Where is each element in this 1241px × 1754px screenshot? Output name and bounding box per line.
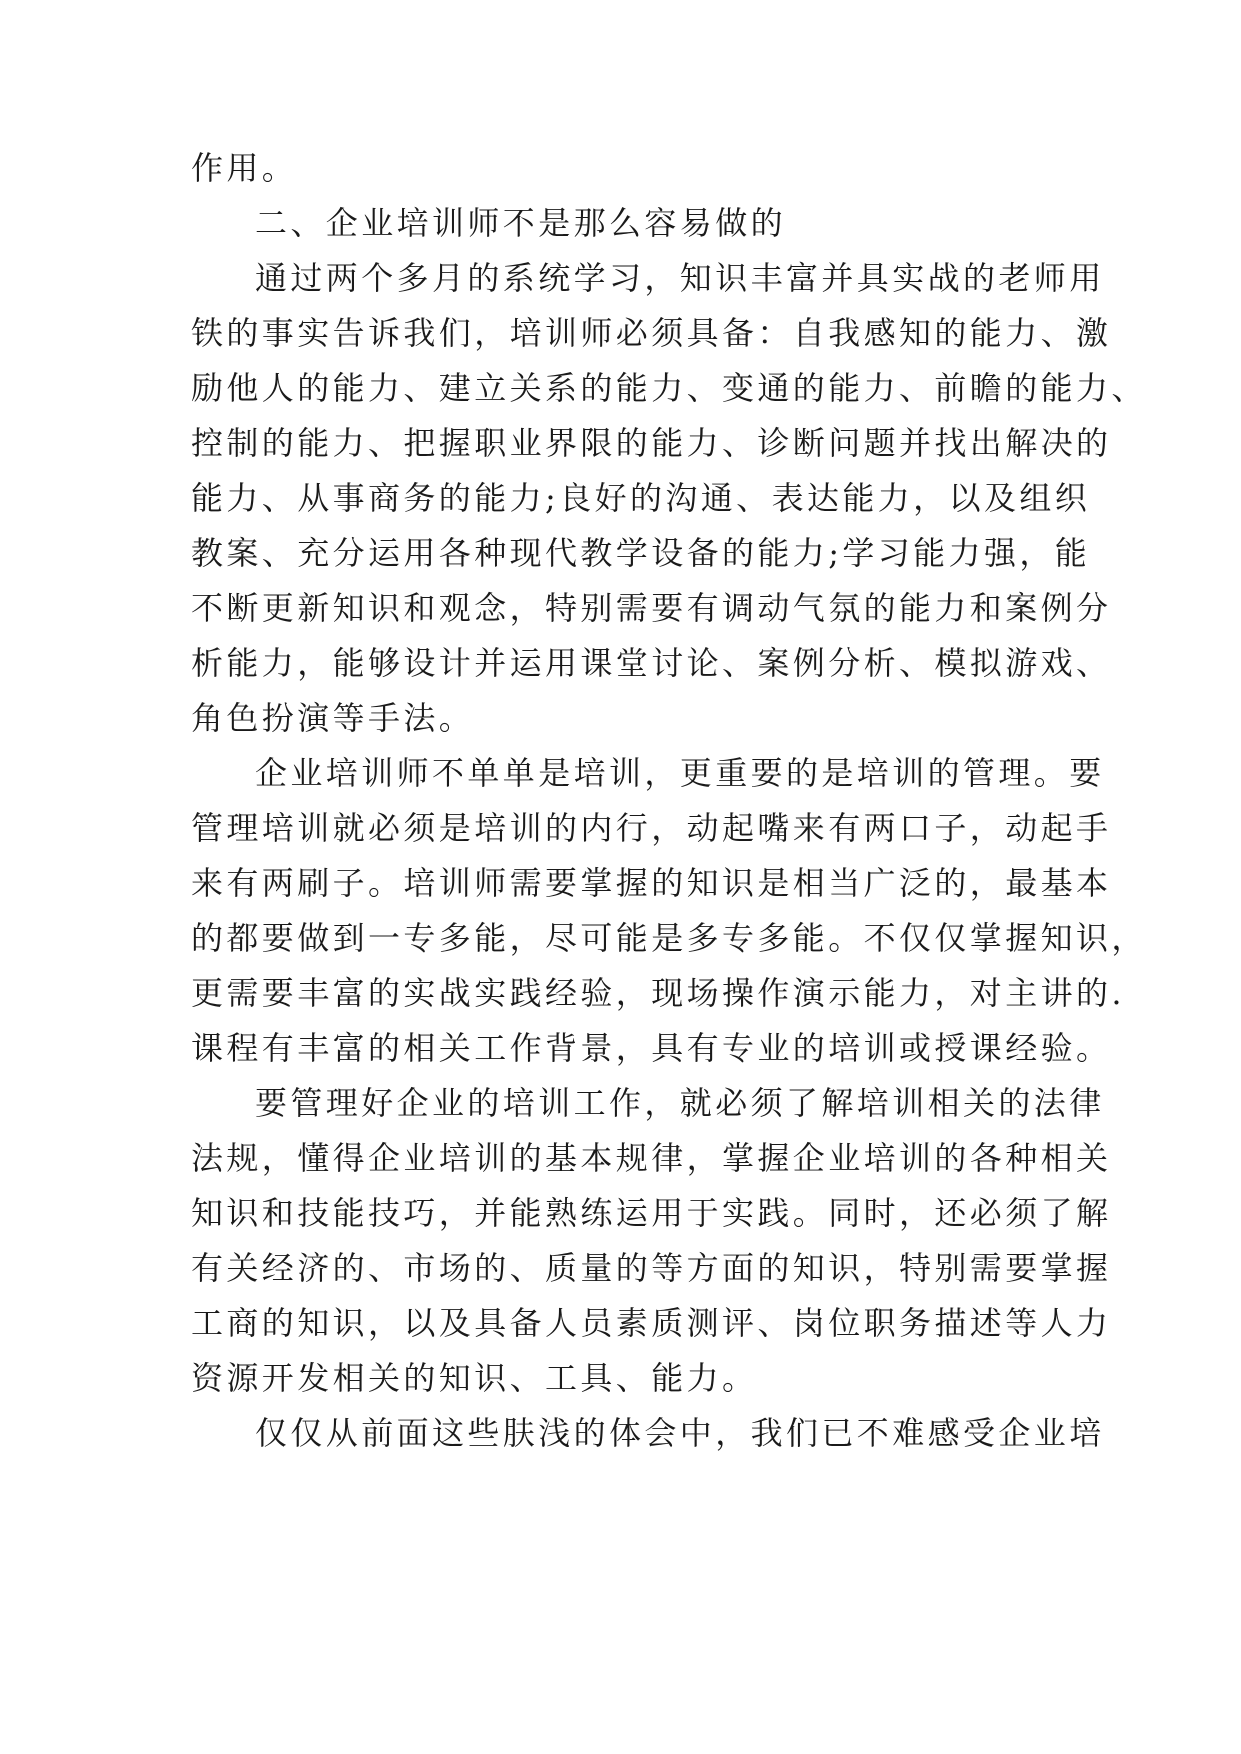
text-line: 法规，懂得企业培训的基本规律，掌握企业培训的各种相关 bbox=[191, 1139, 1112, 1177]
text-line: 管理培训就必须是培训的内行，动起嘴来有两口子，动起手 bbox=[191, 809, 1112, 847]
text-line: 控制的能力、把握职业界限的能力、诊断问题并找出解决的 bbox=[191, 424, 1112, 462]
text-line: 不断更新知识和观念，特别需要有调动气氛的能力和案例分 bbox=[191, 589, 1112, 627]
text-line: 教案、充分运用各种现代教学设备的能力;学习能力强，能 bbox=[191, 534, 1091, 572]
text-line: 工商的知识，以及具备人员素质测评、岗位职务描述等人力 bbox=[191, 1304, 1112, 1342]
text-line: 析能力，能够设计并运用课堂讨论、案例分析、模拟游戏、 bbox=[191, 644, 1112, 682]
text-line: 作用。 bbox=[191, 149, 298, 187]
section-heading: 二、企业培训师不是那么容易做的 bbox=[255, 204, 787, 242]
text-line: 励他人的能力、建立关系的能力、变通的能力、前瞻的能力、 bbox=[191, 369, 1147, 407]
text-line: 知识和技能技巧，并能熟练运用于实践。同时，还必须了解 bbox=[191, 1194, 1112, 1232]
text-line: 课程有丰富的相关工作背景，具有专业的培训或授课经验。 bbox=[191, 1029, 1112, 1067]
text-line: 资源开发相关的知识、工具、能力。 bbox=[191, 1359, 758, 1397]
text-line: 企业培训师不单单是培训，更重要的是培训的管理。要 bbox=[255, 754, 1105, 792]
text-line: 能力、从事商务的能力;良好的沟通、表达能力，以及组织 bbox=[191, 479, 1091, 517]
text-line: 通过两个多月的系统学习，知识丰富并具实战的老师用 bbox=[255, 259, 1105, 297]
text-line: 有关经济的、市场的、质量的等方面的知识，特别需要掌握 bbox=[191, 1249, 1112, 1287]
text-line: 角色扮演等手法。 bbox=[191, 699, 475, 737]
text-line: 来有两刷子。培训师需要掌握的知识是相当广泛的，最基本 bbox=[191, 864, 1112, 902]
text-line: 要管理好企业的培训工作，就必须了解培训相关的法律 bbox=[255, 1084, 1105, 1122]
text-line: 铁的事实告诉我们，培训师必须具备：自我感知的能力、激 bbox=[191, 314, 1112, 352]
text-line: 的都要做到一专多能，尽可能是多专多能。不仅仅掌握知识， bbox=[191, 919, 1147, 957]
text-line: 仅仅从前面这些肤浅的体会中，我们已不难感受企业培 bbox=[255, 1414, 1105, 1452]
text-line: 更需要丰富的实战实践经验，现场操作演示能力，对主讲的. bbox=[191, 974, 1125, 1012]
